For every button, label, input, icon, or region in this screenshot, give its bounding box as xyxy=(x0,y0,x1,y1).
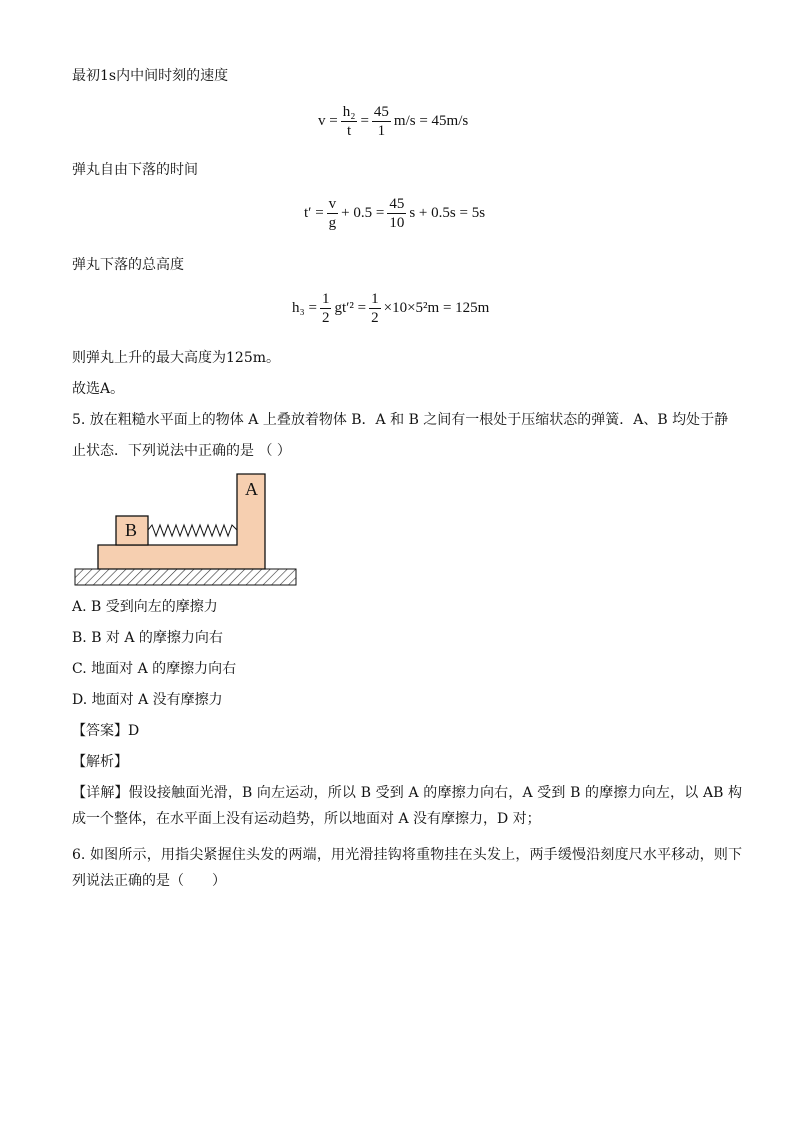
fraction: $\frac{45}{1}$ xyxy=(373,104,389,139)
fraction: $\frac{1}{2}$ xyxy=(321,291,330,326)
question-5-stem-1: 5. 放在粗糙水平面上的物体 A 上叠放着物体 B．A 和 B 之间有一根处于压缩状态的弹簧．A、B 均处于静 xyxy=(72,412,729,428)
question-6-stem: 6. 如图所示，用指尖紧握住头发的两端，用光滑挂钩将重物挂在头发上，两手缓慢沿刻度尺水平移动，则下列说法正确的是（ ） xyxy=(72,847,742,889)
text-line-5: 故选A。 xyxy=(72,381,125,397)
fraction: $\frac{v}{g}$ xyxy=(328,196,337,231)
equation-velocity: v = $\frac{\text{h₂}}{t}$ = $\frac{45}{1}$ m/s = 45m/s xyxy=(318,104,469,139)
analysis-title: 【解析】 xyxy=(72,754,128,770)
text-line-4: 则弹丸上升的最大高度为125m。 xyxy=(72,350,280,366)
option-b: B. B 对 A 的摩擦力向右 xyxy=(72,630,223,646)
text-line-1: 最初1s内中间时刻的速度 xyxy=(72,68,229,84)
fraction: $\frac{1}{2}$ xyxy=(371,291,379,326)
text-line-3: 弹丸下落的总高度 xyxy=(72,257,184,273)
fraction: $\frac{45}{10}$ xyxy=(389,196,405,231)
option-c: C. 地面对 A 的摩擦力向右 xyxy=(72,661,237,677)
option-d: D. 地面对 A 没有摩擦力 xyxy=(72,692,223,708)
option-a: A. B 受到向左的摩擦力 xyxy=(72,599,218,615)
label-b: B xyxy=(125,520,138,540)
spring-block-figure xyxy=(72,470,302,588)
text-line-2: 弹丸自由下落的时间 xyxy=(72,162,198,178)
analysis-body: 【详解】假设接触面光滑，B 向左运动，所以 B 受到 A 的摩擦力向右，A 受到 B 的摩擦力向左，以 AB 构成一个整体，在水平面上没有运动趋势，所以地面对 A 没有摩擦力，D 对； xyxy=(72,785,742,827)
compressed-spring xyxy=(148,525,237,536)
equation-height: h₃ = $\frac{1}{2}$ gt′² = $\frac{1}{2}$ ×10×5²m = 125m xyxy=(292,291,490,326)
ground xyxy=(75,569,296,585)
fraction: $\frac{\text{h₂}}{t}$ xyxy=(342,104,356,139)
answer-line: 【答案】D xyxy=(72,723,140,739)
label-a: A xyxy=(245,479,258,499)
question-5-stem-2: 止状态．下列说法中正确的是 （ ） xyxy=(72,443,291,459)
equation-time: t′ = $\frac{v}{g}$ + 0.5 = $\frac{45}{10}$ s + 0.5s = 5s xyxy=(304,196,486,231)
